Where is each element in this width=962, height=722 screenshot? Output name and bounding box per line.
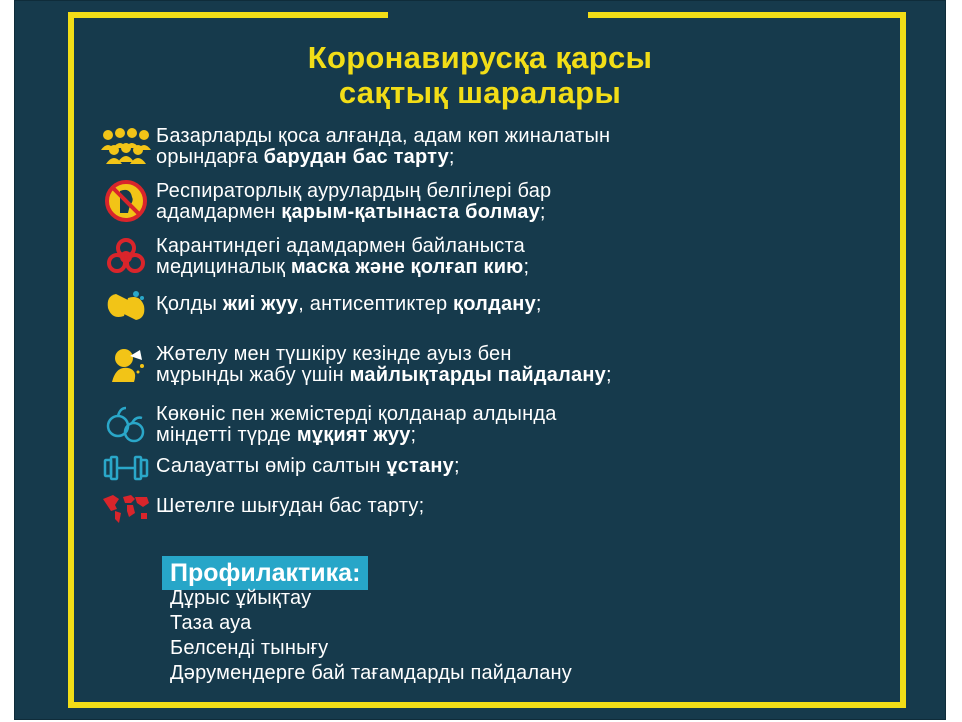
sneeze-icon — [96, 342, 156, 386]
prophylaxis-item: Белсенді тынығу — [170, 637, 329, 659]
rule-text — [156, 234, 529, 278]
rule-item-travel — [96, 486, 424, 530]
biohazard-icon — [96, 234, 156, 278]
prophylaxis-item: Дәрумендерге бай тағамдарды пайдалану — [170, 662, 572, 684]
rule-line-2: орындарға барудан бас тарту; — [156, 146, 455, 168]
poster — [14, 0, 946, 720]
rule-line-1: Карантиндегі адамдармен байланыста — [156, 235, 525, 257]
rule-line-2: мұрынды жабу үшін майлықтарды пайдалану; — [156, 364, 612, 386]
rule-item-sneeze — [96, 342, 612, 386]
rule-text: Салауатты өмір салтын ұстану; — [156, 455, 460, 477]
rule-item-fruit — [96, 402, 557, 446]
hand-wash-icon — [96, 284, 156, 328]
rule-text — [156, 402, 557, 446]
rule-text — [156, 124, 610, 168]
rule-text — [156, 179, 551, 223]
rule-line-2: міндетті түрде мұқият жуу; — [156, 424, 417, 446]
crowd-icon — [96, 124, 156, 168]
rule-text — [156, 342, 612, 386]
frame-gap — [388, 6, 588, 20]
rule-line-2: адамдармен қарым-қатынаста болмау; — [156, 201, 546, 223]
rule-line-2: медициналық маска және қолғап кию; — [156, 256, 530, 278]
dumbbell-icon — [96, 446, 156, 490]
prophylaxis-item: Таза ауа — [170, 612, 252, 634]
prophylaxis-list — [170, 586, 572, 686]
prophylaxis-heading: Профилактика: — [162, 556, 368, 590]
rule-line-1: Базарларды қоса алғанда, адам көп жиналатын — [156, 125, 611, 147]
rule-item-crowd — [96, 124, 610, 168]
rule-text: Қолды жиі жуу, антисептиктер қолдану; — [156, 293, 542, 315]
title-line-2: сақтық шаралары — [338, 75, 622, 110]
fruit-icon — [96, 402, 156, 446]
no-cough-icon — [96, 179, 156, 223]
rule-line-1: Жөтелу мен түшкіру кезінде ауыз бен — [156, 343, 512, 365]
rule-item-respiratory — [96, 179, 551, 223]
world-map-icon — [96, 486, 156, 530]
rule-item-mask — [96, 234, 529, 278]
page-title — [14, 40, 946, 110]
title-line-1: Коронавирусқа қарсы — [307, 40, 653, 75]
rule-item-handwash — [96, 284, 542, 328]
rule-line-1: Респираторлық аурулардың белгілері бар — [156, 180, 552, 202]
rule-line-1: Көкөніс пен жемістерді қолданар алдында — [156, 403, 557, 425]
rule-item-healthy-life — [96, 446, 460, 490]
rule-text: Шетелге шығудан бас тарту; — [156, 495, 425, 517]
prophylaxis-item: Дұрыс ұйықтау — [170, 587, 312, 609]
